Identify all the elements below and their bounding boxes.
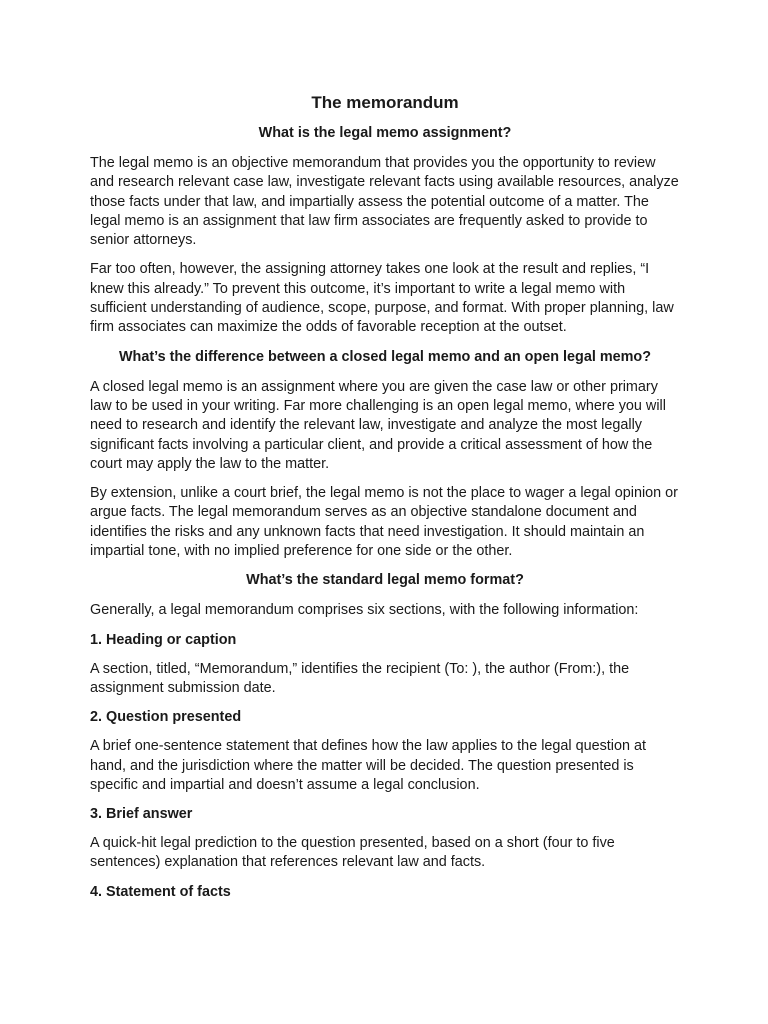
document-title: The memorandum: [311, 93, 459, 112]
item-heading-caption: 1. Heading or caption: [90, 631, 237, 648]
paragraph-memo-reception: Far too often, however, the assigning attorney takes one look at the result and replies, “I knew this already.” To prevent this outcome, it’s important to write a legal memo with sufficient understanding of audience, scope, purpose, and format. With proper planning, law firm associates can maximize the odds of favorable reception at the outset.: [90, 261, 674, 336]
section-heading-legal-memo-assignment: What is the legal memo assignment?: [258, 125, 512, 141]
item-heading-brief-answer: 3. Brief answer: [90, 806, 193, 823]
item-text-brief-answer: A quick-hit legal prediction to the question presented, based on a short (four to five sentences) explanation that references relevant law and facts.: [90, 835, 615, 871]
paragraph-format-intro: Generally, a legal memorandum comprises six sections, with the following information:: [90, 602, 639, 619]
paragraph-closed-open-memo: A closed legal memo is an assignment where you are given the case law or other primary law to be used in your writing. Far more challenging is an open legal memo, where you will need to research and identify the relevant law, investigate and analyze the most legally significant facts involving a particular client, and provide a critical assessment of how the court may apply the law to the matter.: [90, 378, 666, 472]
paragraph-memo-vs-brief: By extension, unlike a court brief, the legal memo is not the place to wager a legal opinion or argue facts. The legal memorandum serves as an objective standalone document and identifies the risks and any unknown facts that need investigation. It should maintain an impartial tone, with no implied preference for one side or the other.: [90, 485, 678, 560]
item-heading-question-presented: 2. Question presented: [90, 709, 242, 726]
section-heading-closed-vs-open-memo: What’s the difference between a closed legal memo and an open legal memo?: [118, 348, 652, 365]
item-text-caption: A section, titled, “Memorandum,” identifies the recipient (To: ), the author (From:), the assignment submission date.: [90, 660, 630, 696]
paragraph-memo-definition: The legal memo is an objective memorandum that provides you the opportunity to review and research relevant case law, investigate relevant facts using available resources, analyze those facts under that law, and impartially assess the potential outcome of a matter. The legal memo is an assignment that law firm associates are frequently asked to provide to senior attorneys.: [90, 155, 679, 249]
section-heading-memo-format: What’s the standard legal memo format?: [246, 572, 524, 589]
item-heading-statement-of-facts: 4. Statement of facts: [90, 883, 231, 900]
item-text-question-presented: A brief one-sentence statement that defines how the law applies to the legal question at hand, and the jurisdiction where the matter will be decided. The question presented is specific and impartial and doesn’t assume a legal conclusion.: [90, 738, 646, 793]
